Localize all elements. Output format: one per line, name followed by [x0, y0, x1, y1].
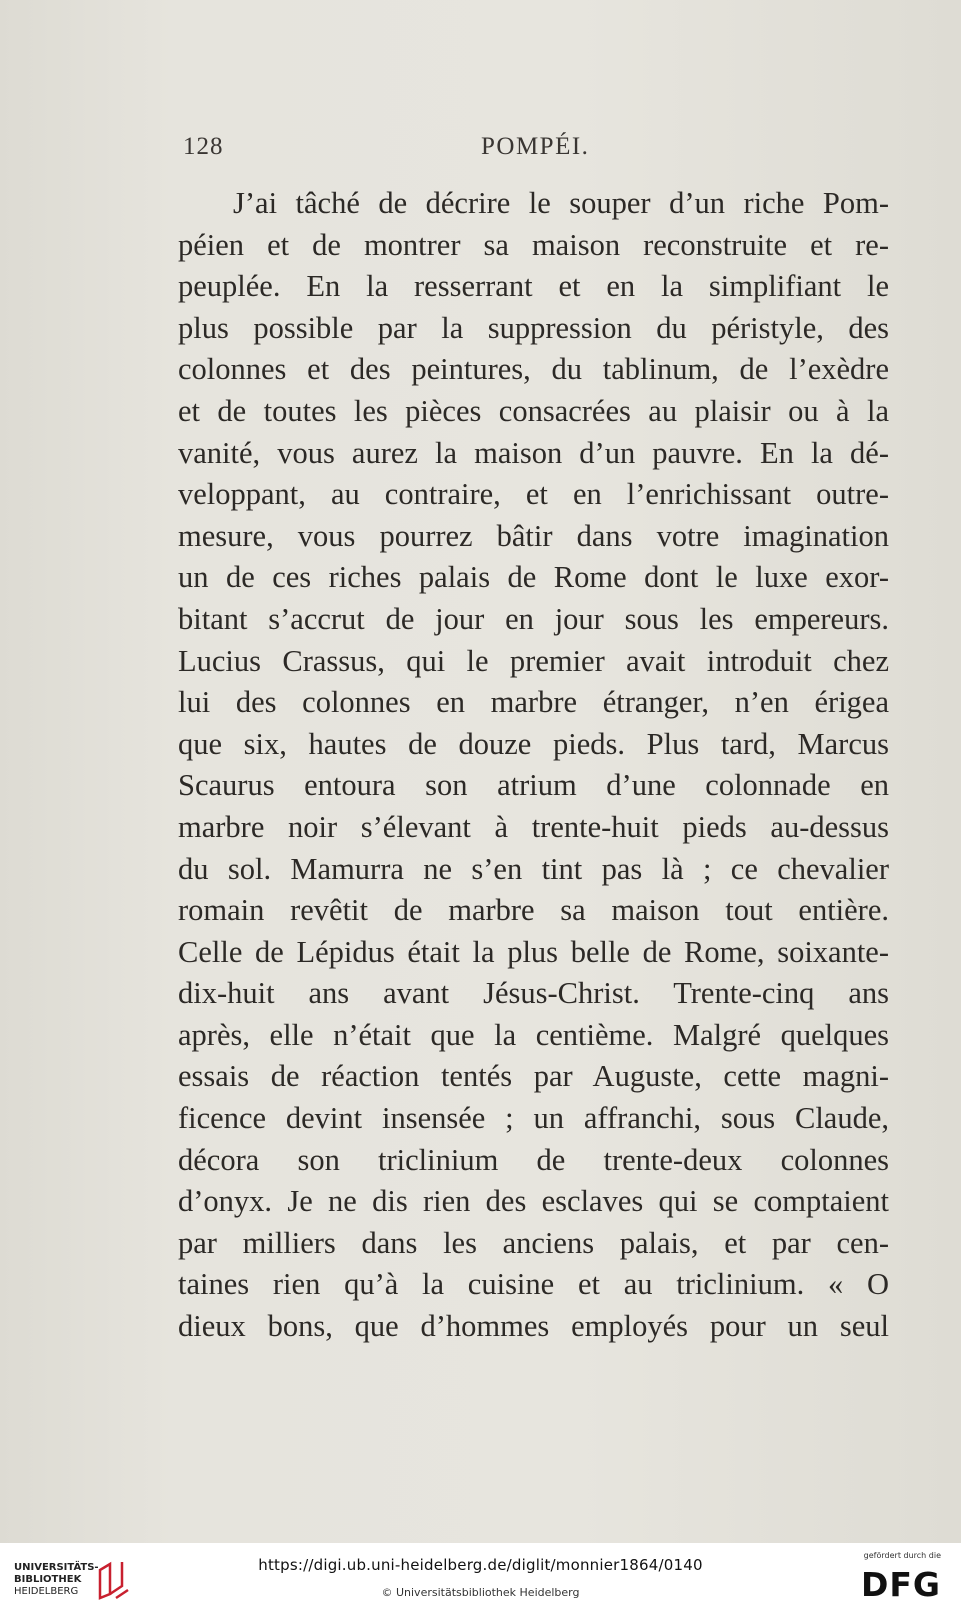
text-line: peuplée. En la resserrant et en la simplifiant le: [178, 269, 889, 304]
text-line: vanité, vous aurez la maison d’un pauvre. En la dé-: [178, 435, 889, 470]
permalink-url[interactable]: https://digi.ub.uni-heidelberg.de/diglit/monnier1864/0140: [258, 1556, 703, 1574]
text-line: que six, hautes de douze pieds. Plus tard, Marcus: [178, 726, 889, 761]
funding-caption: gefördert durch die: [863, 1551, 941, 1560]
text-line: péien et de montrer sa maison reconstruite et re-: [178, 227, 889, 262]
viewer-footer: [0, 1543, 961, 1612]
funder-block[interactable]: [847, 1551, 941, 1607]
text-line: Scaurus entoura son atrium d’une colonnade en: [178, 768, 889, 803]
text-line: dieux bons, que d’hommes employés pour un seul: [178, 1309, 889, 1344]
page-header: [183, 133, 888, 173]
library-name-line: HEIDELBERG: [14, 1586, 79, 1597]
text-line: et de toutes les pièces consacrées au plaisir ou à la: [178, 393, 889, 428]
page-number: 128: [183, 133, 224, 160]
text-line: Celle de Lépidus était la plus belle de Rome, soixante-: [178, 934, 889, 969]
text-line: dix-huit ans avant Jésus-Christ. Trente-cinq ans: [178, 976, 889, 1011]
text-line: lui des colonnes en marbre étranger, n’en érigea: [178, 685, 889, 720]
text-line: romain revêtit de marbre sa maison tout entière.: [178, 893, 889, 928]
text-line: après, elle n’était que la centième. Malgré quelques: [178, 1017, 889, 1052]
text-line: décora son triclinium de trente-deux colonnes: [178, 1142, 889, 1177]
text-line: par milliers dans les anciens palais, et par cen-: [178, 1225, 889, 1260]
text-line: un de ces riches palais de Rome dont le luxe exor-: [178, 560, 889, 595]
text-line: d’onyx. Je ne dis rien des esclaves qui se comptaient: [178, 1184, 889, 1219]
copyright-notice: © Universitätsbibliothek Heidelberg: [381, 1586, 580, 1599]
text-line: bitant s’accrut de jour en jour sous les empereurs.: [178, 601, 889, 636]
text-line: plus possible par la suppression du péristyle, des: [178, 310, 889, 345]
body-text: [178, 183, 889, 1348]
text-line: taines rien qu’à la cuisine et au triclinium. « O: [178, 1267, 889, 1302]
text-line: ficence devint insensée ; un affranchi, sous Claude,: [178, 1101, 889, 1136]
running-title: POMPÉI.: [481, 133, 590, 160]
text-line: mesure, vous pourrez bâtir dans votre imagination: [178, 518, 889, 553]
library-name-line: UNIVERSITÄTS-: [14, 1562, 99, 1573]
text-line: colonnes et des peintures, du tablinum, de l’exèdre: [178, 352, 889, 387]
text-line: marbre noir s’élevant à trente-huit pieds au-dessus: [178, 809, 889, 844]
text-line: essais de réaction tentés par Auguste, cette magni-: [178, 1059, 889, 1094]
dfg-logo: DFG: [860, 1565, 941, 1604]
library-name-line: BIBLIOTHEK: [14, 1574, 82, 1585]
text-line: J’ai tâché de décrire le souper d’un riche Pom-: [233, 186, 889, 220]
text-line: du sol. Mamurra ne s’en tint pas là ; ce chevalier: [178, 851, 889, 886]
text-line: Lucius Crassus, qui le premier avait introduit chez: [178, 643, 889, 678]
text-line: veloppant, au contraire, et en l’enrichissant outre-: [178, 477, 889, 512]
